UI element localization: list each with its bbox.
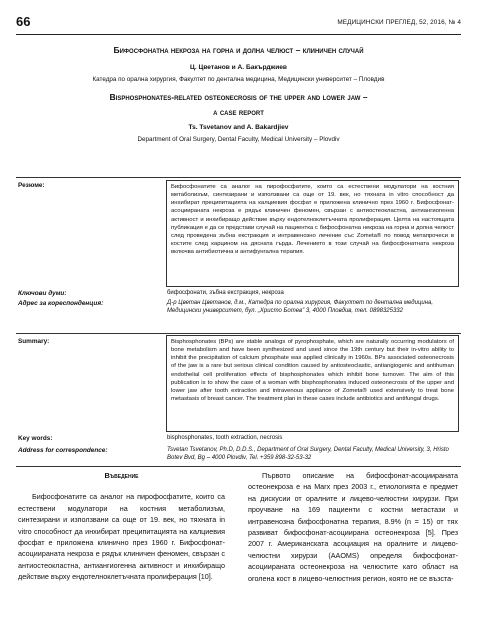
header-rule [16,34,461,35]
section-heading-introduction: Въведение [104,471,139,480]
summary-label: Summary: [18,338,50,345]
keywords-bg-label: Ключови думи: [18,290,67,297]
keywords-bg-value: бифосфонати, зъбна екстракция, некроза [167,290,284,296]
page-number: 66 [16,14,31,29]
body-column-right [248,470,458,628]
affiliation-english: Department of Oral Surgery, Dental Faculty, Medical University – Plovdiv [137,136,340,143]
authors-bulgarian: Ц. Цветанов и А. Бакърджиев [190,64,287,71]
keywords-en-label: Key words: [18,435,53,442]
intro-paragraph-left: Бифосфонатите са аналог на пирофосфатите, които са естествени модулатори на костния метаболизъм, синтезирани и използвани са още от 19. век, но тяхната in vitro способност да инхибират преципитацията на калциевия фосфат е приложена клинично през 1960 г. Бифосфонат-асоциираната некроза е рядък клиничен феномен, свързан с антиостеокластна, антиангиогенна активност и инхибиращо действие върху ендотелноклетъчната пролиферация [10]. [18,492,225,582]
address-bg-label: Адрес за кореспонденция: [18,300,104,307]
affiliation-bulgarian: Катедра по орална хирургия, Факултет по дентална медицина, Медицински университет – Пловдив [92,76,385,83]
address-en-value: Tsvetan Tsvetanov, Ph.D, D.D.S., Department of Oral Surgery, Dental Faculty, Medical University, 3, Hristo Botev Bvd, Bg – 4000 Plovdiv, Tel. +359 898-32-53-32 [167,447,449,462]
body-column-left [18,470,225,628]
title-english-line2: a case report [213,107,264,117]
running-header [16,14,461,34]
address-bg-value: Д-р Цветан Цветанов, д.м., Катедра по орална хирургия, Факултет по дентална медицина, Медицински университет, бул. „Христо Ботев” 3, 4000 Пловдив, тел. 0898325332 [167,300,434,315]
abstract-mid-rule [16,333,461,334]
journal-citation: МЕДИЦИНСКИ ПРЕГЛЕД, 52, 2016, № 4 [337,19,461,26]
abstract-bottom-rule [16,466,461,467]
resume-label: Резюме: [18,182,45,189]
resume-box [166,180,459,287]
authors-english: Ts. Tsvetanov and A. Bakardjiev [188,124,289,131]
resume-text: Бифосфонатите са аналог на пирофосфатите, които са естествени модулатори на костния метаболизъм, синтезирани и използвани са още от 19. век, но тяхната in vitro способност да инхибират преципитацията на калциевия фосфат е приложена клинично през 1960 г. Бифосфонат-асоциираната некроза е рядък клиничен феномен, свързан с антиостеокластна, антиангиогенна активност и инхибиращо действие върху ендотелноклетъчната пролиферация. Целта на настоящата публикация е да се представи случай на пациентка с бифосфонатна некроза на горна и долна челюст след проведена зъбна екстракция и интравенозно лечение със Zometa® по повод метапрочеси в костите след карцином на дясната гърда. Лечението в този случай на бифосфонатната некроза включва антибиотична и антифунгална терапия. [171,184,454,256]
summary-box [166,335,459,432]
abstract-top-rule [16,177,461,178]
intro-paragraph-right: Първото описание на бифосфонат-асоциираната остеонекроза е на Marx през 2003 г., етиологията е предмет на дискусии от оралните и лицево-челюстни хирурзи. При проучване на 169 пациенти с костни метастази и интравенозна бифосфонатна терапия, 8.9% (n = 15) от тях развиват бифосфонат-асоциирана остеонекроза [5]. През 2007 г. Американската асоциация на оралните и лицево-челюстни хирурзи (AAOMS) определя бифосфонат-асоциираната остеонекроза на челюстите като област на оголена кост в лицево-челюстния регион, която не се възста- [248,471,458,583]
address-en-label: Address for correspondence: [18,447,108,454]
keywords-en-value: bisphosphonates, tooth extraction, necrosis [167,435,283,441]
title-bulgarian: Бифосфонатна некроза на горна и долна челюст – клиничен случай [113,45,364,55]
summary-text: Bisphosphonates (BPs) are stable analogs of pyrophosphate, which are naturally occurring modulators of bone metabolism and have been synthesized and used since the 19th century but their in-vitro ability to inhibit the precipitation of calcium phosphate was applied clinically in 1960s. BPs associated osteonecrosis of the jaw is a rare but serious clinical condition caused by antiosteoclastic, antiangiogenic and antihuman endothelial cell proliferation effects of bisphosphonates which inhibit bone turnover. The aim of this publication is to show the case of a woman with bisphosphonates induced osteonecrosis of the upper and lower jaw after tooth extraction and intravenous appliance of Zometa® used extensively to treat bone metastasis of breast cancer. The treatment plan in these cases include antibiotics and antifungal drugs. [171,339,454,403]
title-english-line1: Bisphosphonates-related osteonecrosis of the upper and lower jaw – [109,92,368,102]
